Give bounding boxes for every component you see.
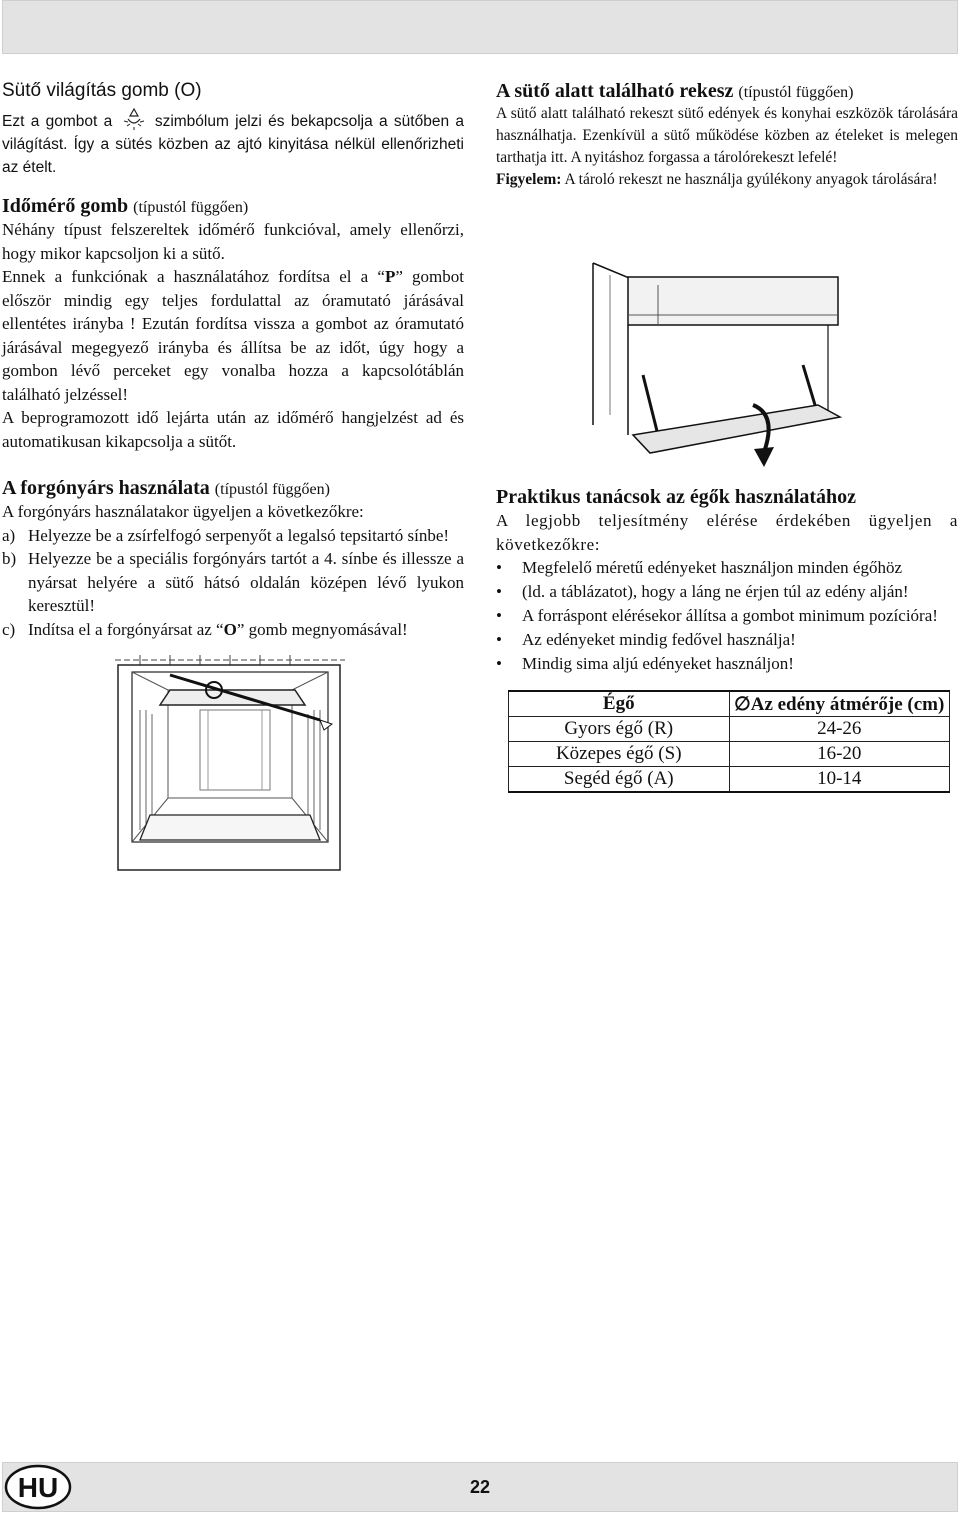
oven-light-text-b: szimbólum jelzi és bekapcsolja a sütőben a világítást. Így a sütés közben az ajtó kinyitása nélkül ellenőrizheti az ételt. bbox=[2, 113, 464, 176]
burner-tips-intro: A legjobb teljesítmény elérése érdekében ügyeljen a következőkre: bbox=[496, 511, 958, 554]
storage-heading bbox=[496, 80, 958, 103]
burner-tips-section bbox=[496, 486, 958, 676]
burner-size-table bbox=[508, 690, 950, 793]
list-item: • A forráspont elérésekor állítsa a gombot minimum pozícióra! bbox=[496, 606, 938, 625]
burner-tips-heading: Praktikus tanácsok az égők használatához bbox=[496, 486, 857, 508]
page-footer bbox=[0, 1460, 960, 1515]
page-number: 22 bbox=[470, 1477, 491, 1497]
storage-heading-sub: (típustól függően) bbox=[738, 84, 854, 101]
rotisserie-oven-illustration bbox=[110, 650, 350, 875]
timer-heading bbox=[2, 195, 464, 218]
list-item: • Az edényeket mindig fedővel használja! bbox=[496, 630, 796, 649]
rotisserie-steps bbox=[2, 524, 464, 642]
timer-heading-sub: (típustól függően) bbox=[133, 199, 249, 216]
table-header-diameter: ∅Az edény átmérője (cm) bbox=[729, 691, 950, 717]
lamp-icon bbox=[119, 108, 149, 130]
list-item: c) Indítsa el a forgónyársat az “O” gomb megnyomásával! bbox=[2, 619, 408, 639]
timer-p2c: ” gombot először mindig egy teljes fordulattal az óramutató járásával ellentétes irányba ! Ezután fordítsa vissza a gombot az óramutató járásával megegyező irányba és állítsa be az időt, úgy hogy a gombon lévő perceket egy vonalba hozza a kapcsolótáblán található jelzéssel! bbox=[2, 267, 465, 404]
burner-tips-list bbox=[496, 556, 958, 676]
timer-p1: Néhány típust felszereltek időmérő funkcióval, amely ellenőrzi, hogy mikor kapcsoljon ki a sütő. bbox=[2, 220, 464, 263]
timer-heading-title: Időmérő gomb bbox=[2, 195, 129, 217]
table-header-burner: Égő bbox=[509, 691, 730, 717]
timer-p2a: Ennek a funkciónak a használatához fordítsa el a “ bbox=[2, 267, 385, 286]
header-bar bbox=[2, 0, 958, 54]
storage-p1: A sütő alatt található rekeszt sütő edények és konyhai eszközök tárolására használhatja. Ezenkívül a sütő működése közben az ételeket is melegen tarthatja itt. A nyitáshoz forgassa a tárolórekeszt lefelé! bbox=[496, 105, 958, 166]
table-row: Gyors égő (R) 24-26 bbox=[509, 717, 950, 742]
rotisserie-heading-title: A forgónyárs használata bbox=[2, 477, 210, 499]
storage-p2: Figyelem: A tároló rekeszt ne használja gyúlékony anyagok tárolására! bbox=[496, 171, 938, 188]
list-item: a) Helyezze be a zsírfelfogó serpenyőt a legalsó tepsitartó sínbe! bbox=[2, 525, 450, 545]
language-badge bbox=[4, 1463, 72, 1511]
rotisserie-heading bbox=[2, 477, 464, 500]
table-row: Segéd égő (A) 10-14 bbox=[509, 767, 950, 793]
timer-p3: A beprogramozott idő lejárta után az időmérő hangjelzést ad és automatikusan kikapcsolja a sütőt. bbox=[2, 408, 464, 451]
left-column bbox=[2, 80, 464, 641]
oven-light-text-a: Ezt a gombot a bbox=[2, 113, 113, 130]
rotisserie-intro: A forgónyárs használatakor ügyeljen a következőkre: bbox=[2, 502, 364, 521]
rotisserie-heading-sub: (típustól függően) bbox=[214, 481, 330, 498]
table-row: Közepes égő (S) 16-20 bbox=[509, 742, 950, 767]
oven-light-text bbox=[2, 108, 464, 179]
timer-p2 bbox=[2, 265, 464, 406]
storage-drawer-illustration bbox=[588, 255, 848, 475]
list-item: • Mindig sima aljú edényeket használjon! bbox=[496, 654, 794, 673]
right-column bbox=[496, 80, 958, 191]
list-item: • (ld. a táblázatot), hogy a láng ne érjen túl az edény alján! bbox=[496, 582, 909, 601]
list-item: • Megfelelő méretű edényeket használjon minden égőhöz bbox=[496, 558, 902, 577]
list-item: b) Helyezze be a speciális forgónyárs tartót a 4. sínbe és illessze a nyársat helyére a sütő hátsó oldalán középen lévő lyukon keresztül! bbox=[2, 549, 464, 615]
table-header-row bbox=[509, 691, 950, 717]
timer-p2-key: P bbox=[384, 267, 396, 286]
language-code: HU bbox=[17, 1472, 59, 1503]
oven-light-heading: Sütő világítás gomb (O) bbox=[2, 80, 202, 101]
warning-label: Figyelem: bbox=[496, 171, 562, 188]
storage-heading-title: A sütő alatt található rekesz bbox=[496, 80, 734, 102]
